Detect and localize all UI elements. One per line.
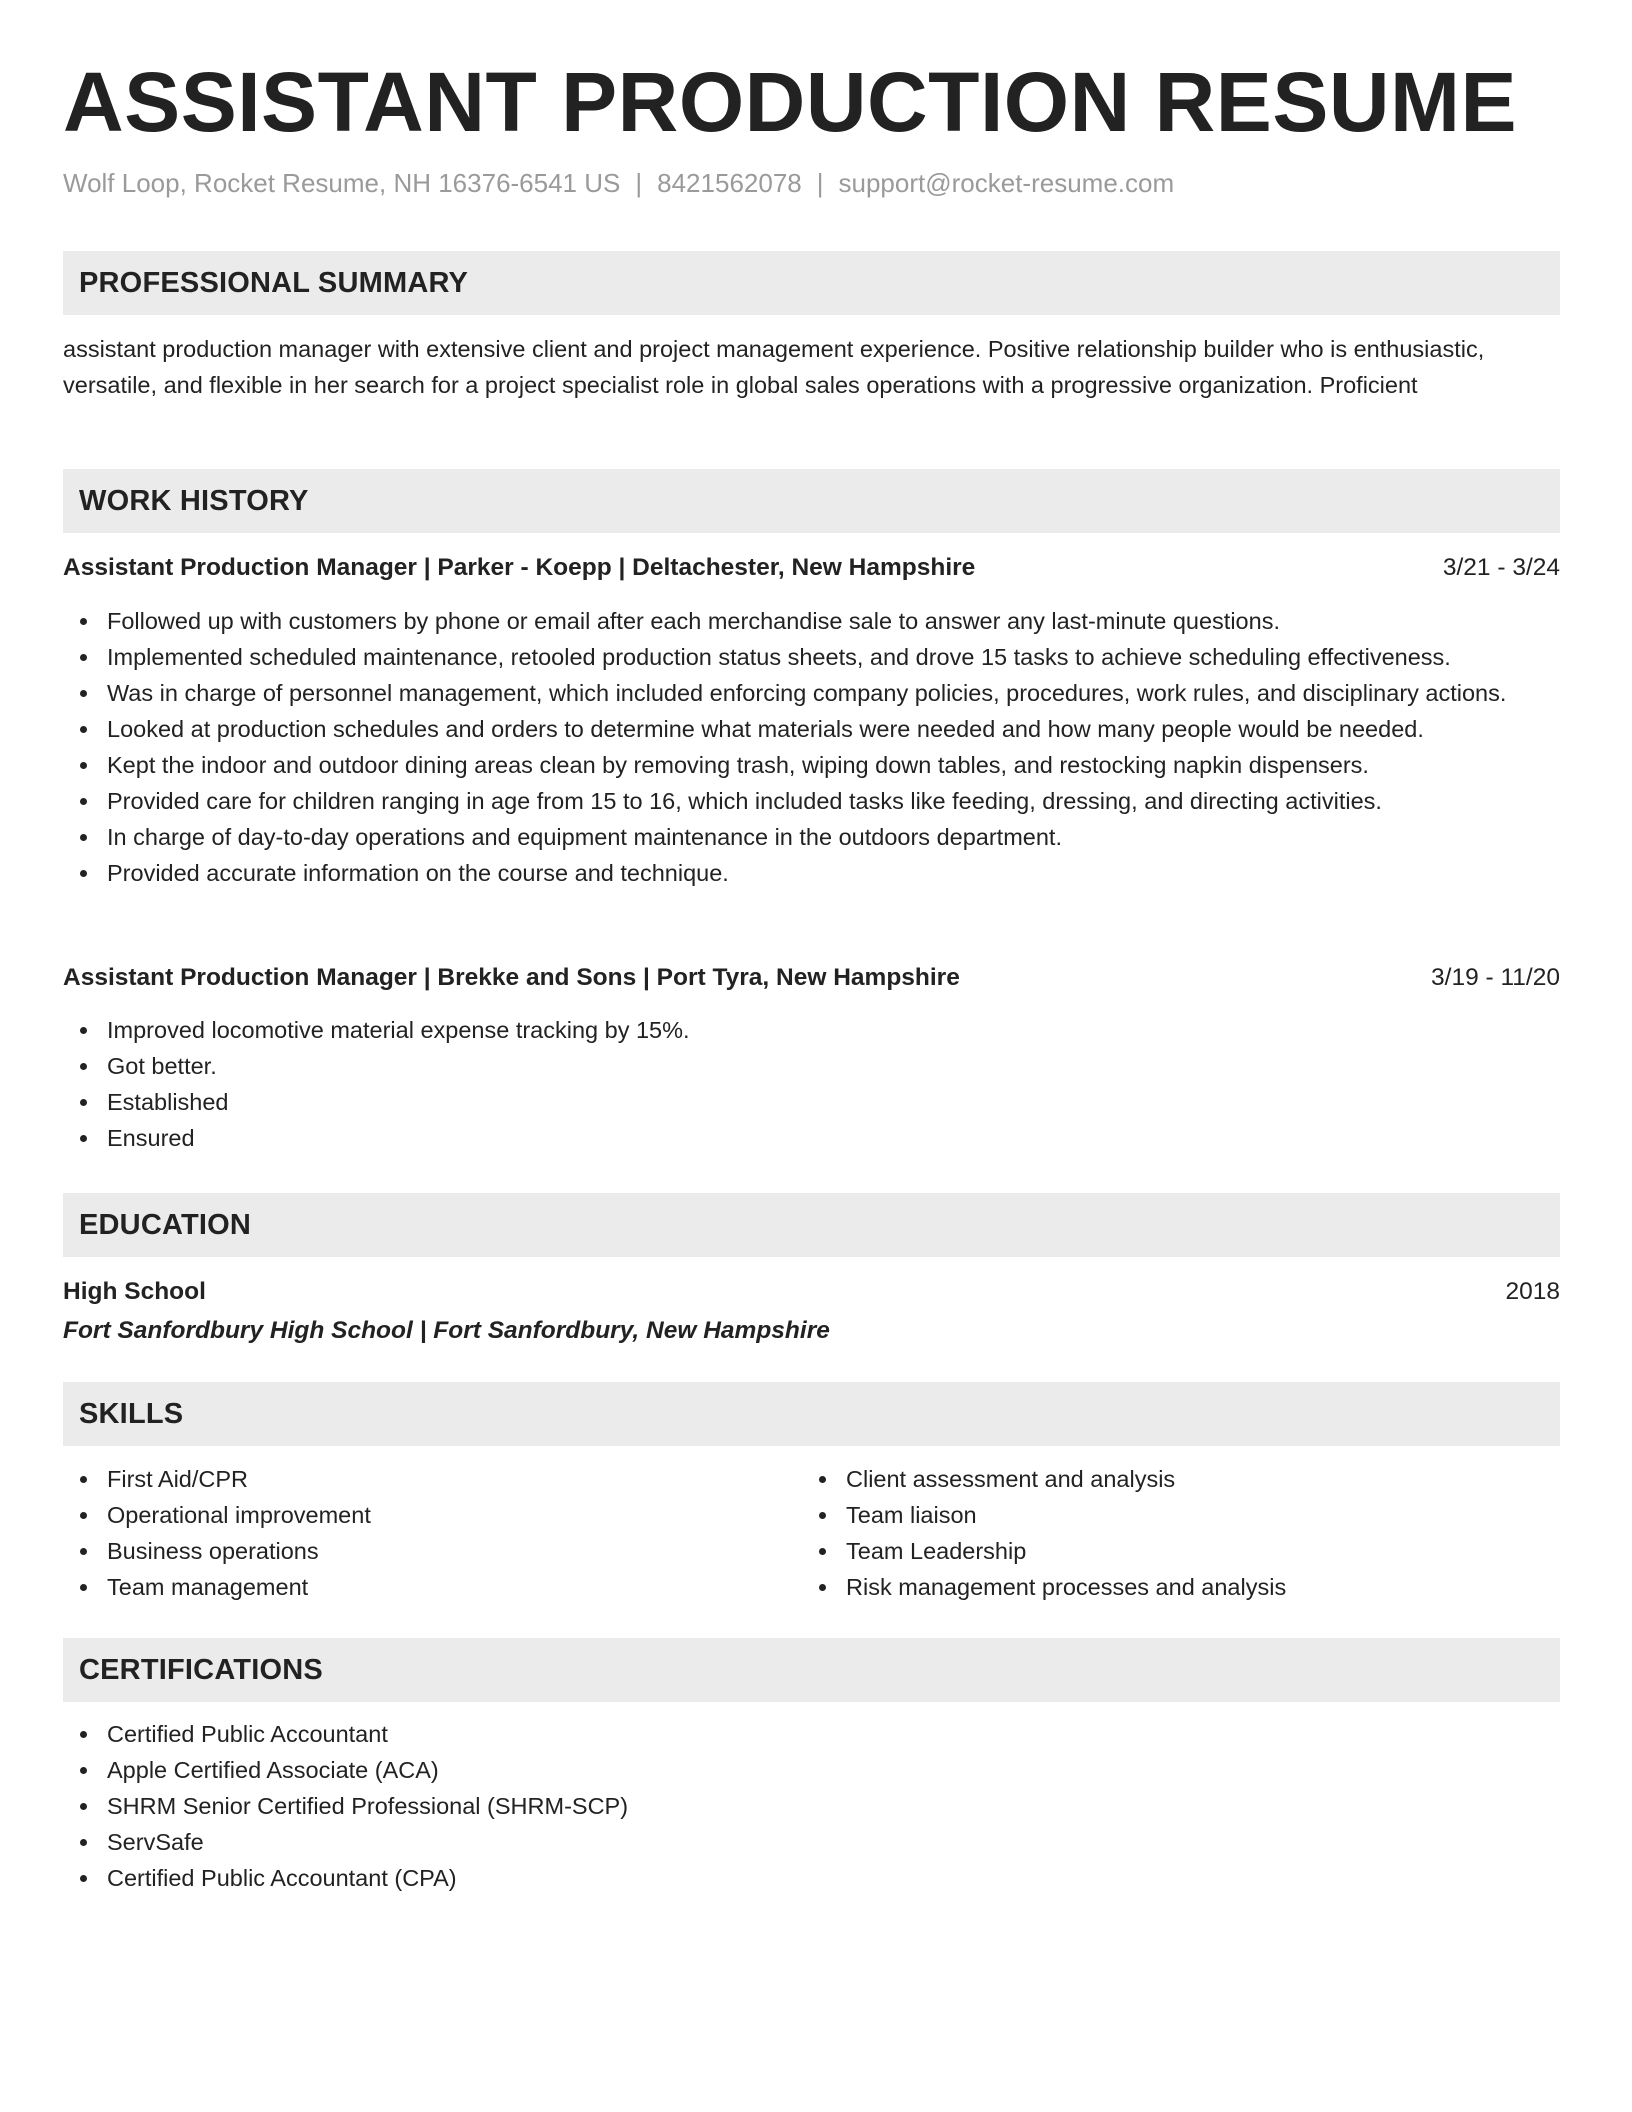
job-title: Assistant Production Manager | Brekke and Sons | Port Tyra, New Hampshire <box>63 964 960 991</box>
skill-item: Team Leadership <box>802 1533 1542 1569</box>
skills-list-left <box>63 1461 803 1605</box>
skill-item: Risk management processes and analysis <box>802 1569 1542 1605</box>
certifications-list <box>63 1716 1560 1896</box>
skill-item: Team management <box>63 1569 803 1605</box>
contact-email[interactable]: support@rocket-resume.com <box>838 168 1175 198</box>
education-degree: High School <box>63 1278 206 1305</box>
certification-item: Apple Certified Associate (ACA) <box>63 1752 1560 1788</box>
section-header-skills <box>63 1382 1560 1446</box>
summary-text: assistant production manager with extensive client and project management experience. Positive relationship builder who is enthusiastic, versatile, and flexible in her search for a project specialist role in global sales operations with a progressive organization. Proficient <box>63 336 1485 398</box>
job-bullet: Got better. <box>63 1048 1560 1084</box>
skill-item: Team liaison <box>802 1497 1542 1533</box>
certification-item: SHRM Senior Certified Professional (SHRM-SCP) <box>63 1788 1560 1824</box>
job-bullet: Followed up with customers by phone or email after each merchandise sale to answer any last-minute questions. <box>63 603 1560 639</box>
section-header-work-history <box>63 469 1560 533</box>
resume-title: ASSISTANT PRODUCTION RESUME <box>63 55 1518 149</box>
section-title-skills: SKILLS <box>79 1398 184 1430</box>
contact-line <box>63 165 1174 201</box>
job-bullet: Was in charge of personnel management, which included enforcing company policies, procedures, work rules, and disciplinary actions. <box>63 675 1560 711</box>
job-bullet: Looked at production schedules and orders to determine what materials were needed and how many people would be needed. <box>63 711 1560 747</box>
education-entry-header <box>63 1274 1560 1310</box>
job-title: Assistant Production Manager | Parker - Koepp | Deltachester, New Hampshire <box>63 554 976 581</box>
job-bullet: Improved locomotive material expense tracking by 15%. <box>63 1012 1560 1048</box>
job-dates: 3/19 - 11/20 <box>1431 964 1560 991</box>
certification-item: Certified Public Accountant <box>63 1716 1560 1752</box>
section-title-summary: PROFESSIONAL SUMMARY <box>79 267 469 299</box>
contact-separator: | <box>816 168 824 198</box>
section-header-education <box>63 1193 1560 1257</box>
skills-list-right <box>802 1461 1542 1605</box>
contact-separator: | <box>635 168 643 198</box>
job-bullet: Provided accurate information on the course and technique. <box>63 855 1560 891</box>
certification-item: ServSafe <box>63 1824 1560 1860</box>
job-entry-header <box>63 960 1560 996</box>
job-bullet-list <box>63 1012 1560 1156</box>
job-bullet: Ensured <box>63 1120 1560 1156</box>
job-bullet: Provided care for children ranging in age from 15 to 16, which included tasks like feeding, dressing, and directing activities. <box>63 783 1560 819</box>
skill-item: Operational improvement <box>63 1497 803 1533</box>
skill-item: Business operations <box>63 1533 803 1569</box>
education-school: Fort Sanfordbury High School | Fort Sanfordbury, New Hampshire <box>63 1317 830 1344</box>
contact-phone: 8421562078 <box>657 168 802 198</box>
section-header-certifications <box>63 1638 1560 1702</box>
certification-item: Certified Public Accountant (CPA) <box>63 1860 1560 1896</box>
skill-item: Client assessment and analysis <box>802 1461 1542 1497</box>
job-bullet: Kept the indoor and outdoor dining areas clean by removing trash, wiping down tables, and restocking napkin dispensers. <box>63 747 1560 783</box>
job-bullet-list <box>63 603 1560 891</box>
job-entry-header <box>63 550 1560 586</box>
contact-address: Wolf Loop, Rocket Resume, NH 16376-6541 US <box>63 168 621 198</box>
education-year: 2018 <box>1505 1278 1560 1305</box>
section-title-education: EDUCATION <box>79 1209 252 1241</box>
section-title-work-history: WORK HISTORY <box>79 485 309 517</box>
job-bullet: Established <box>63 1084 1560 1120</box>
section-title-certifications: CERTIFICATIONS <box>79 1654 323 1686</box>
section-header-summary <box>63 251 1560 315</box>
skill-item: First Aid/CPR <box>63 1461 803 1497</box>
job-bullet: In charge of day-to-day operations and equipment maintenance in the outdoors department. <box>63 819 1560 855</box>
job-dates: 3/21 - 3/24 <box>1442 554 1560 581</box>
job-bullet: Implemented scheduled maintenance, retooled production status sheets, and drove 15 tasks to achieve scheduling effectiveness. <box>63 639 1560 675</box>
